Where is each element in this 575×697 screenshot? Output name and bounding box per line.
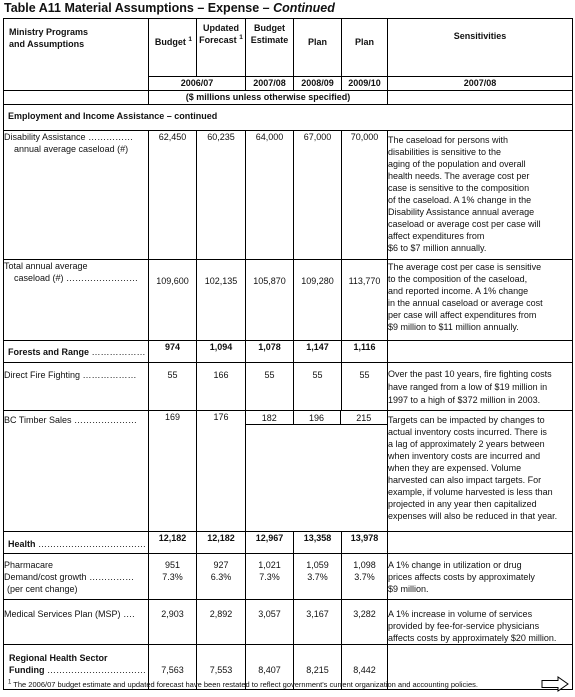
cell-pharmacare-budget <box>149 554 197 600</box>
row-label-rhsf-1: Regional Health Sector <box>9 653 108 663</box>
sens-line: $9 million. <box>388 584 429 594</box>
sens-line: The caseload for persons with <box>388 135 509 145</box>
row-label-msp-text: Medical Services Plan (MSP) <box>4 609 121 619</box>
cell-forests-plan-a: 1,147 <box>294 341 342 363</box>
header-year-sens: 2007/08 <box>388 77 573 91</box>
row-label-forests: Forests and Range ……………… <box>4 341 149 363</box>
sens-line: per case will affect expenditures from <box>388 310 537 320</box>
sens-line: have ranged from a low of $19 million in <box>388 382 548 392</box>
assumptions-table <box>3 18 573 690</box>
cell-percent: 3.7% <box>307 572 328 582</box>
cell-timber-budget: 169 <box>149 411 197 532</box>
cell-msp-updated: 2,892 <box>197 600 246 645</box>
row-label-fire-text: Direct Fire Fighting <box>4 370 81 380</box>
header-sensitivities: Sensitivities <box>388 19 573 77</box>
header-updated-line1: Updated <box>203 23 239 33</box>
header-budget-sup: 1 <box>188 36 192 43</box>
cell-forests-budget: 974 <box>149 341 197 363</box>
sens-line: actual inventory costs incurred. There is <box>388 427 547 437</box>
header-year-plan-b: 2009/10 <box>342 77 388 91</box>
sens-line: provided by fee-for-service physicians <box>388 621 540 631</box>
sens-line: caseload or average cost per case will <box>388 219 541 229</box>
section-employment: Employment and Income Assistance – continued <box>4 105 388 131</box>
sens-line: in the annual caseload or average cost <box>388 298 543 308</box>
sens-line: expenses will also be reduced in that year. <box>388 511 558 521</box>
header-estimate-line2: Estimate <box>250 35 289 45</box>
cell-value: 1,021 <box>258 560 281 570</box>
cell-rhsf-estimate: 8,407 <box>246 645 294 690</box>
row-label-total-2: caseload (#) <box>14 273 64 283</box>
cell-total-budget: 109,600 <box>149 260 197 341</box>
section-row <box>4 105 573 131</box>
header-budget <box>149 19 197 77</box>
table-row <box>4 341 573 363</box>
sens-line: a lag of approximately 2 years between <box>388 439 545 449</box>
table-row <box>4 411 573 532</box>
header-budget-label: Budget <box>154 37 186 47</box>
row-label-pharmacare: Pharmacare Demand/cost growth …………… (per cent change) <box>4 554 149 600</box>
cell-pharmacare-updated <box>197 554 246 600</box>
cell-msp-budget: 2,903 <box>149 600 197 645</box>
sens-line: of the caseload. A 1% change in the <box>388 195 532 205</box>
header-plan-b: Plan <box>342 19 388 77</box>
row-label-disability-1: Disability Assistance <box>4 132 86 142</box>
header-programs-line2: and Assumptions <box>9 39 85 49</box>
header-updated-sup: 1 <box>239 34 243 41</box>
footnote <box>8 680 478 689</box>
cell-fire-budget: 55 <box>149 363 197 411</box>
cell-total-plan-b: 113,770 <box>342 260 388 341</box>
cell-fire-updated: 166 <box>197 363 246 411</box>
sens-total <box>388 260 573 341</box>
cell-msp-plan-a: 3,167 <box>294 600 342 645</box>
table-row <box>4 131 573 260</box>
cell-pharmacare-plan-b <box>342 554 388 600</box>
row-label-pharmacare-3: (per cent change) <box>7 584 78 594</box>
cell-pharmacare-plan-a <box>294 554 342 600</box>
cell-pharmacare-estimate <box>246 554 294 600</box>
cell-forests-estimate: 1,078 <box>246 341 294 363</box>
header-year-estimate: 2007/08 <box>246 77 294 91</box>
cell-percent: 3.7% <box>354 572 375 582</box>
sens-line: Over the past 10 years, fire fighting costs <box>388 369 552 379</box>
sens-line: when they are expensed. Volume <box>388 463 522 473</box>
footnote-text: The 2006/07 budget estimate and updated forecast have been restated to reflect government's current organization and accounting policies. <box>13 680 478 689</box>
cell-health-plan-a: 13,358 <box>294 532 342 554</box>
footnote-mark: 1 <box>8 679 12 686</box>
sens-line: disabilities is sensitive to the <box>388 147 502 157</box>
sens-timber <box>388 411 573 532</box>
cell-health-plan-b: 13,978 <box>342 532 388 554</box>
row-label-fire: Direct Fire Fighting ……………… <box>4 363 149 411</box>
cell-percent: 7.3% <box>162 572 183 582</box>
header-year-group: 2006/07 <box>149 77 246 91</box>
row-label-total: Total annual average caseload (#) …………………… <box>4 260 149 341</box>
cell-value: 927 <box>213 560 229 570</box>
table-row <box>4 363 573 411</box>
header-updated-line2: Forecast <box>199 35 237 45</box>
cell-total-estimate: 105,870 <box>246 260 294 341</box>
cell-health-updated: 12,182 <box>197 532 246 554</box>
units-label: ($ millions unless otherwise specified) <box>149 91 388 105</box>
cell-disability-plan-a: 67,000 <box>294 131 342 260</box>
sens-line: health needs. The average cost per <box>388 171 530 181</box>
cell-total-updated: 102,135 <box>197 260 246 341</box>
row-label-forests-text: Forests and Range <box>8 347 90 357</box>
units-row <box>4 91 573 105</box>
cell-rhsf-updated: 7,553 <box>197 645 246 690</box>
header-programs <box>4 19 149 91</box>
header-plan-a: Plan <box>294 19 342 77</box>
row-label-disability-2: annual average caseload (#) <box>14 144 129 154</box>
sens-line: A 1% increase in volume of services <box>388 609 533 619</box>
sens-line: case is sensitive to the composition <box>388 183 530 193</box>
header-row <box>4 19 573 77</box>
table-row <box>4 600 573 645</box>
timber-subtable <box>246 411 387 425</box>
cell-disability-plan-b: 70,000 <box>342 131 388 260</box>
sens-line: Targets can be impacted by changes to <box>388 415 545 425</box>
cell-rhsf-plan-b: 8,442 <box>342 645 388 690</box>
cell-timber-updated: 176 <box>197 411 246 532</box>
cell-fire-plan-a: 55 <box>294 363 342 411</box>
sens-line: example, if volume harvested is less than <box>388 487 553 497</box>
cell-forests-updated: 1,094 <box>197 341 246 363</box>
sens-msp <box>388 600 573 645</box>
cell-value: 1,098 <box>353 560 376 570</box>
table-row <box>4 554 573 600</box>
cell-value: 1,059 <box>306 560 329 570</box>
sens-line: The average cost per case is sensitive <box>388 262 542 272</box>
row-label-total-1: Total annual average <box>4 261 88 271</box>
row-label-msp: Medical Services Plan (MSP) …. <box>4 600 149 645</box>
cell-rhsf-budget: 7,563 <box>149 645 197 690</box>
row-label-timber: BC Timber Sales ………………… <box>4 411 149 532</box>
cell-fire-plan-b: 55 <box>342 363 388 411</box>
cell-disability-updated: 60,235 <box>197 131 246 260</box>
cell-rhsf-plan-a: 8,215 <box>294 645 342 690</box>
cell-msp-estimate: 3,057 <box>246 600 294 645</box>
sens-line: Disability Assistance annual average <box>388 207 535 217</box>
sens-fire <box>388 363 573 411</box>
row-label-health-text: Health <box>8 539 36 549</box>
cell-percent: 7.3% <box>259 572 280 582</box>
sens-line: aging of the population and overall <box>388 159 526 169</box>
sens-disability <box>388 131 573 260</box>
right-arrow-icon-svg <box>541 676 569 692</box>
sens-line: $6 to $7 million annually. <box>388 243 487 253</box>
sens-line: harvested can also impact targets. For <box>388 475 542 485</box>
sens-line: prices affects costs by approximately <box>388 572 535 582</box>
row-label-pharmacare-2: Demand/cost growth <box>4 572 87 582</box>
cell-total-plan-a: 109,280 <box>294 260 342 341</box>
header-updated <box>197 19 246 77</box>
header-programs-line1: Ministry Programs <box>9 27 89 37</box>
sens-line: when inventory costs are incurred and <box>388 451 541 461</box>
row-label-rhsf: Regional Health Sector Funding …………………………… <box>4 645 149 690</box>
cell-fire-estimate: 55 <box>246 363 294 411</box>
header-year-plan-a: 2008/09 <box>294 77 342 91</box>
table-title-main: Table A11 Material Assumptions – Expense <box>4 1 260 15</box>
sens-line: and reported income. A 1% change <box>388 286 529 296</box>
table-row <box>4 532 573 554</box>
cell-timber-plans <box>246 411 388 532</box>
table-row <box>4 260 573 341</box>
sens-line: to the composition of the caseload, <box>388 274 528 284</box>
row-label-disability: Disability Assistance …………… annual average caseload (#) <box>4 131 149 260</box>
table-title-continued: – Continued <box>262 1 335 15</box>
cell-disability-estimate: 64,000 <box>246 131 294 260</box>
right-arrow-icon[interactable] <box>541 676 569 697</box>
cell-percent: 6.3% <box>210 572 232 582</box>
row-label-health: Health ……………………………… <box>4 532 149 554</box>
row-label-timber-text: BC Timber Sales <box>4 415 72 425</box>
cell-health-budget: 12,182 <box>149 532 197 554</box>
row-label-rhsf-2: Funding <box>9 665 45 675</box>
sens-line: A 1% change in utilization or drug <box>388 560 522 570</box>
cell-timber-plan-b: 215 <box>340 411 387 425</box>
cell-value: 951 <box>164 560 181 570</box>
header-estimate <box>246 19 294 77</box>
table-title <box>4 1 335 15</box>
sens-line: affects costs by approximately $20 million. <box>388 633 557 643</box>
cell-timber-plan-a: 196 <box>293 411 340 425</box>
cell-health-estimate: 12,967 <box>246 532 294 554</box>
sens-line: projected in any year then capitalized <box>388 499 537 509</box>
sens-line: 1997 to a high of $372 million in 2003. <box>388 395 541 405</box>
cell-msp-plan-b: 3,282 <box>342 600 388 645</box>
sens-pharmacare <box>388 554 573 600</box>
cell-forests-plan-b: 1,116 <box>342 341 388 363</box>
sens-line: affect expenditures from <box>388 231 485 241</box>
header-estimate-line1: Budget <box>254 23 285 33</box>
cell-timber-estimate: 182 <box>246 411 293 425</box>
sens-line: $9 million to $11 million annually. <box>388 322 519 332</box>
cell-disability-budget: 62,450 <box>149 131 197 260</box>
row-label-pharmacare-1: Pharmacare <box>4 560 54 570</box>
